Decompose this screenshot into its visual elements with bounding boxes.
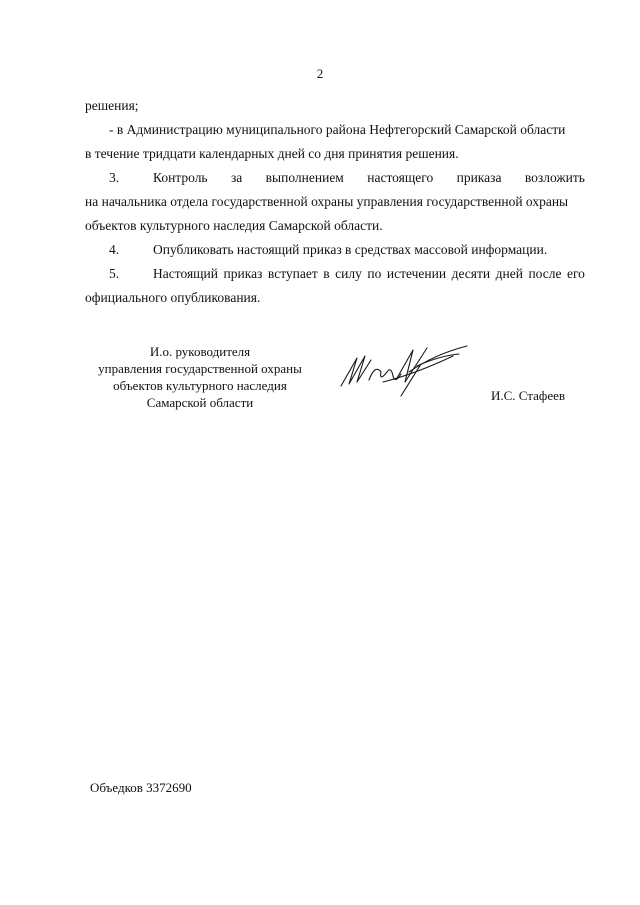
- item-5-word: силу: [335, 266, 362, 281]
- item-4-text: Опубликовать настоящий приказ в средствах массовой информации.: [153, 242, 548, 257]
- page-number: 2: [316, 66, 324, 81]
- item-5-number: 5.: [109, 266, 120, 281]
- handwritten-signature: [335, 342, 475, 402]
- item-3-word: возложить: [524, 170, 585, 185]
- item-5-word: десяти: [451, 266, 491, 281]
- item-3-word: настоящего: [367, 170, 434, 185]
- item-3-word: приказа: [456, 170, 502, 185]
- item-3-line-3: объектов культурного наследия Самарской области.: [85, 218, 383, 233]
- signer-name: И.С. Стафеев: [491, 388, 566, 403]
- position-line: И.о. руководителя: [149, 344, 251, 359]
- text-line-decision: решения;: [85, 98, 139, 113]
- item-3-line-2: на начальника отдела государственной охраны управления государственной охраны: [85, 194, 569, 209]
- item-3-word: выполнением: [265, 170, 344, 185]
- item-5-word: приказ: [223, 266, 263, 281]
- item-5-word: в: [323, 266, 330, 281]
- item-5-word: Настоящий: [153, 266, 219, 281]
- executor-code: Объедков 3372690: [90, 780, 192, 795]
- item-5-word: вступает: [267, 266, 318, 281]
- position-line: Самарской области: [146, 395, 254, 410]
- item-5-word: его: [566, 266, 585, 281]
- text-line-administration: - в Администрацию муниципального района Нефтегорский Самарской области: [109, 122, 566, 137]
- position-line: управления государственной охраны: [98, 361, 302, 376]
- item-5-word: дней: [495, 266, 523, 281]
- item-3-word: Контроль: [153, 170, 208, 185]
- item-3-first-line: [153, 170, 585, 186]
- item-5-word: по: [367, 266, 382, 281]
- item-5-word: после: [528, 266, 562, 281]
- text-line-deadline: в течение тридцати календарных дней со дня принятия решения.: [85, 146, 459, 161]
- item-5-word: истечении: [386, 266, 447, 281]
- item-5-line-2: официального опубликования.: [85, 290, 261, 305]
- item-5-first-line: [153, 266, 585, 282]
- item-4-number: 4.: [109, 242, 120, 257]
- position-line: объектов культурного наследия: [113, 378, 287, 393]
- signature-position-block: [75, 343, 325, 411]
- item-3-word: за: [230, 170, 243, 185]
- item-3-number: 3.: [109, 170, 120, 185]
